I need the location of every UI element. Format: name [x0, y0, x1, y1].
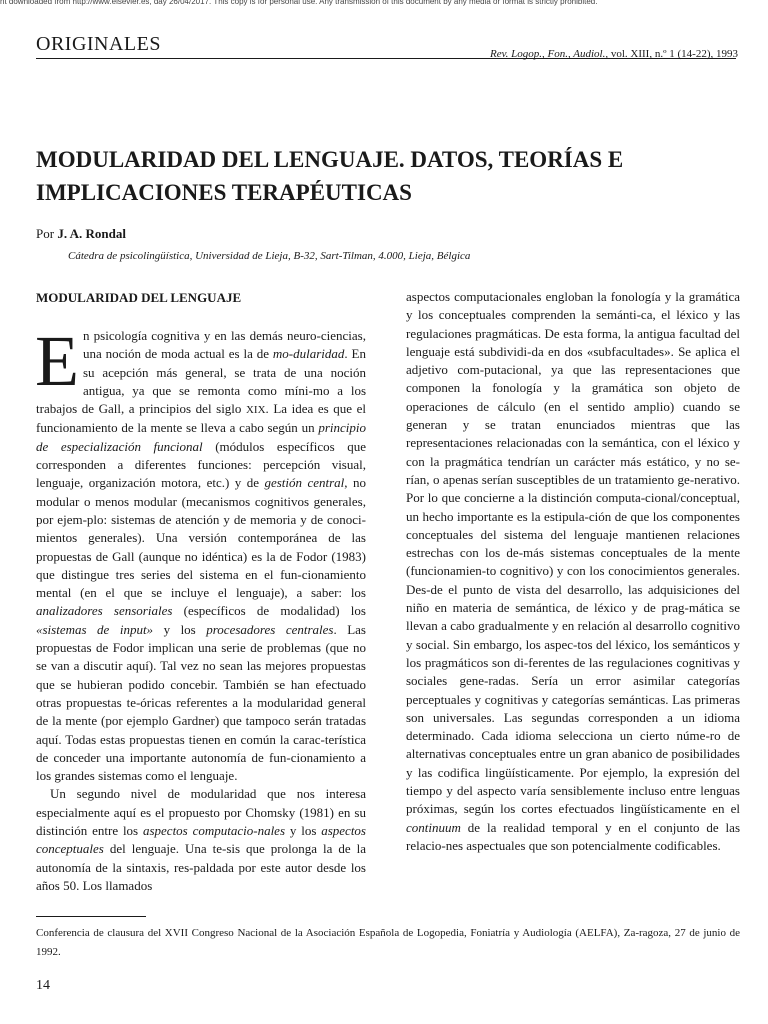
text-run: (específicos de modalidad) los: [172, 603, 366, 619]
italic-term: aspectos conceptuales: [36, 823, 366, 857]
drop-cap: E: [35, 321, 79, 401]
italic-term: continuum: [406, 819, 461, 835]
download-notice: nt downloaded from http://www.elsevier.es, day 26/04/2017. This copy is for personal use. Any transmission of this document by any media or format is strictly prohibited.: [0, 0, 598, 6]
right-column: [406, 288, 740, 855]
section-label: ORIGINALES: [36, 33, 161, 55]
article-title: MODULARIDAD DEL LENGUAJE. DATOS, TEORÍAS E IMPLICACIONES TERAPÉUTICAS: [36, 147, 624, 205]
paragraph-3: [406, 288, 740, 855]
footnote: Conferencia de clausura del XVII Congreso Nacional de la Asociación Española de Logopedia, Foniatría y Audiología (AELFA), Za-ragoza, 27 de junio de 1992.: [36, 927, 740, 958]
italic-term: gestión central: [264, 475, 345, 491]
paragraph-2: [36, 785, 366, 895]
author-affiliation: Cátedra de psicolingüística, Universidad de Lieja, B-32, Sart-Tilman, 4.000, Lieja, Bélgica: [68, 250, 471, 262]
text-run: . Las propuestas de Fodor implican una serie de problemas (que no se van a discutir aquí). Tal vez no sean las mejores propuestas que se hubieran podido concebir. También se han efectuado otras propuestas te-óricas referentes a la modularidad general de la mente (por ejemplo Gardner) que tampoco serán tratadas aquí. Todas estas propuestas tienen en común la carac-terística de conceder una importante autonomía de fun-cionamiento a los grandes sistemas como el lenguaje.: [36, 621, 366, 784]
text-run: . La idea es que el funcionamiento de la mente se lleva a cabo según un: [36, 401, 366, 436]
journal-volume: vol. XIII, n.º 1 (14-22), 1993: [608, 48, 738, 60]
century-numeral: XIX: [245, 404, 266, 417]
text-run: aspectos computacionales engloban la fonología y la gramática y los conceptuales comprenden la semánti-ca, el léxico y las regulaciones pragmáticas. De esta forma, la antigua facultad del lenguaje está subdividi-da en dos «subfacultades». Se aplica el adjetivo com-putacional, ya que las representaciones que componen la fonología y la gramática son objeto de operaciones de cálculo (en el sentido amplio) cuando se generan y se tratan enunciados mientras que las representaciones relacionadas con la semántica, con el léxico y con la pragmática tendrían un carácter más estático, y no se-rían, o apenas serían susceptibles de un tratamiento ge-nerativo. Por lo que concierne a la distinción computa-cional/conceptual, un hecho importante es la estipula-ción de que los componentes conceptuales del sistema del lenguaje mantienen relaciones estrechas con los de-más sistemas conceptuales de la mente (funcionamien-to cognitivo) y con los conocimientos generales. Des-de el punto de vista del desarrollo, las adquisiciones del niño en materia de semántica, de léxico y de prag-mática se llevan a cabo gradualmente y en relación al desarrollo cognitivo y social. Sin embargo, los aspec-tos del léxico, los semánticos y los pragmáticos son di-ferentes de las regulaciones cognitivas y sociales gene-radas. Sería un error asimilar categorías perceptuales y cognitivas y categorías semánticas. Las primeras son universales. Las segundas corresponden a un idioma determinado. Cada idioma selecciona un cierto núme-ro de alternativas conceptuales entre un gran abanico de posibilidades y las codifica lingüísticamente. Por ejemplo, la expresión del tiempo y del aspecto varía sensiblemente incluso entre lenguas próximas, según los cortes efectuados lingüísticamente en el: [406, 289, 740, 817]
text-run: Un segundo nivel de modularidad que nos interesa especialmente aquí es el propuesto por Chomsky (1981) en su distinción entre los: [36, 786, 366, 839]
text-run: n psicología cognitiva y en las demás neuro-ciencias, una noción de moda actual es la de: [82, 328, 366, 362]
paragraph-1: [35, 321, 366, 785]
text-run: y los: [285, 823, 322, 839]
byline: [36, 226, 126, 242]
footnote-divider: [36, 916, 146, 917]
left-column: [36, 289, 366, 895]
page-number: 14: [36, 978, 50, 993]
text-run: . En su acepción más general, se trata de una noción antigua, ya que se remonta como míni-mo a los trabajos de Gall, a principios del siglo: [36, 346, 366, 417]
by-prefix: Por: [36, 226, 58, 241]
text-run: (módulos específicos que corresponden a diferentes funciones: percepción visual, lenguaje, organización motora, etc.) y de: [36, 438, 366, 491]
italic-term: analizadores sensoriales: [36, 603, 173, 619]
journal-name: Rev. Logop., Fon., Audiol.,: [489, 48, 609, 60]
italic-term: aspectos computacio-nales: [142, 823, 286, 839]
text-run: , no modular o menos modular (mecanismos cognitivos generales, por ejem-plo: sistemas de atención y de memoria y de conoci-mientos generales). Una versión contemporánea de las propuestas de Gall (aunque no idéntica) es la de Fodor (1983) que distingue tres series del sistema en el fun-cionamiento mental (en el que se incluye el lenguaje), a saber: los: [36, 475, 366, 601]
section-heading: MODULARIDAD DEL LENGUAJE: [36, 290, 242, 305]
text-run: del lenguaje. Una te-sis que prolonga la de la autonomía de la sintaxis, res-paldada por este autor desde los años 50. Los llamados: [36, 841, 366, 893]
author-name: J. A. Rondal: [57, 226, 126, 241]
italic-term: mo-dularidad: [272, 346, 345, 362]
text-run: y los: [153, 621, 207, 637]
text-run: de la realidad temporal y en el conjunto de las relacio-nes aspectuales que son potencialmente codificables.: [406, 819, 740, 853]
italic-term: «sistemas de input»: [36, 621, 154, 637]
journal-citation: [490, 48, 738, 60]
italic-term: principio de especialización funcional: [36, 420, 366, 454]
italic-term: procesadores centrales: [206, 621, 334, 637]
